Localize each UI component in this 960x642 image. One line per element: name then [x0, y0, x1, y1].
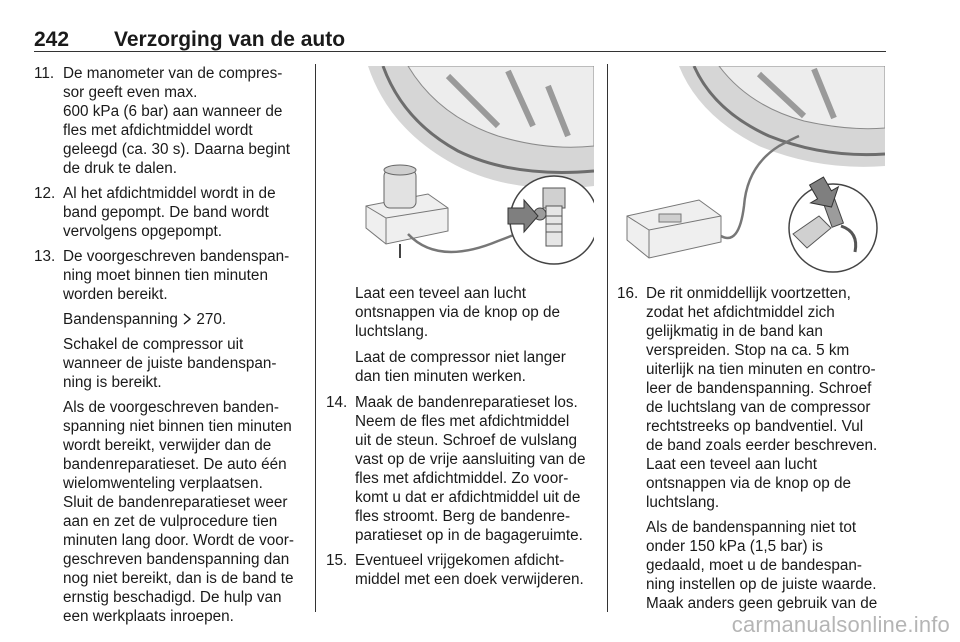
reference-page: 270. [196, 311, 227, 328]
page-number: 242 [34, 28, 70, 51]
reference-label: Bandenspanning [63, 311, 178, 328]
step-text: De rit onmiddellijk voortzetten, zodat het afdichtmiddel zich gelijkmatig in de band kan verspreiden. Stop na ca. 5 km uiterlijk na tien minuten en contro- leer de bandenspanning. Schroef de luchtslang van de compressor rechtstreeks op bandventiel. Vul de band zoals eerder beschreven. Laat een teveel aan lucht ontsnappen via de knop op de luchtslang. [646, 285, 878, 511]
illustration-hose-direct-to-valve-svg [619, 66, 885, 276]
column-divider-1 [315, 64, 316, 612]
watermark: carmanualsonline.info [731, 612, 950, 637]
step-text-3: Als de voorgeschreven banden- spanning niet binnen tien minuten wordt bereikt, verwijder dan de bandenreparatieset. De auto één wielomwenteling verplaatsen. Sluit de bandenreparatieset weer aan en zet de vulprocedure tien minuten lang door. Wordt de voor- geschreven bandenspanning dan nog niet bereikt, dan is de band te ernstig beschadigd. De hulp van een werkplaats inroepen. [63, 399, 294, 625]
page-reference-icon [182, 311, 196, 328]
column-3 [617, 284, 889, 619]
step-text: De voorgeschreven bandenspan- ning moet binnen tien minuten worden bereikt. [63, 248, 290, 303]
step-text: Eventueel vrijgekomen afdicht- middel met een doek verwijderen. [355, 552, 584, 588]
step-number: 16. [617, 285, 639, 302]
step-text-2: Als de bandenspanning niet tot onder 150 kPa (1,5 bar) is gedaald, moet u de bandespan- ning instellen op de juiste waarde. Maak anders geen gebruik van de [646, 519, 878, 612]
step-number: 11. [34, 65, 55, 82]
illustration-compressor-valve-svg [328, 66, 594, 276]
step-11 [34, 64, 309, 178]
compressor-warning-text: Laat de compressor niet langer dan tien minuten werken. [355, 349, 566, 385]
step-14 [326, 393, 598, 545]
step-number: 13. [34, 248, 56, 265]
column-divider-2 [607, 64, 608, 612]
step-number: 15. [326, 552, 348, 569]
cross-reference[interactable] [63, 310, 309, 329]
step-text: De manometer van de compres- sor geeft even max. 600 kPa (6 bar) aan wanneer de fles met afdichtmiddel wordt geleegd (ca. 30 s). Daarna begint de druk te dalen. [63, 65, 291, 177]
step-15 [326, 551, 598, 589]
illustration-hose-direct-to-valve [619, 66, 885, 276]
step-16 [617, 284, 889, 613]
column-2 [326, 284, 598, 595]
step-text: Al het afdichtmiddel wordt in de band gepompt. De band wordt vervolgens opgepompt. [63, 185, 276, 240]
step-13-continued-text: Laat een teveel aan lucht ontsnappen via de knop op de luchtslang. [355, 285, 560, 340]
step-number: 14. [326, 394, 348, 411]
step-13 [34, 247, 309, 626]
column-1 [34, 64, 309, 632]
header-divider [34, 51, 886, 52]
illustration-compressor-valve [328, 66, 594, 276]
step-number: 12. [34, 185, 56, 202]
step-text: Maak de bandenreparatieset los. Neem de fles met afdichtmiddel uit de steun. Schroef de vulslang vast op de vrije aansluiting van de fles met afdichtmiddel. Zo voor- komt u dat er afdichtmiddel uit de fles stroomt. Berg de bandenre- paratieset op in de bagageruimte. [355, 394, 586, 544]
step-text-2: Schakel de compressor uit wanneer de juiste bandenspan- ning is bereikt. [63, 336, 277, 391]
step-12 [34, 184, 309, 241]
page-title: Verzorging van de auto [114, 28, 346, 51]
